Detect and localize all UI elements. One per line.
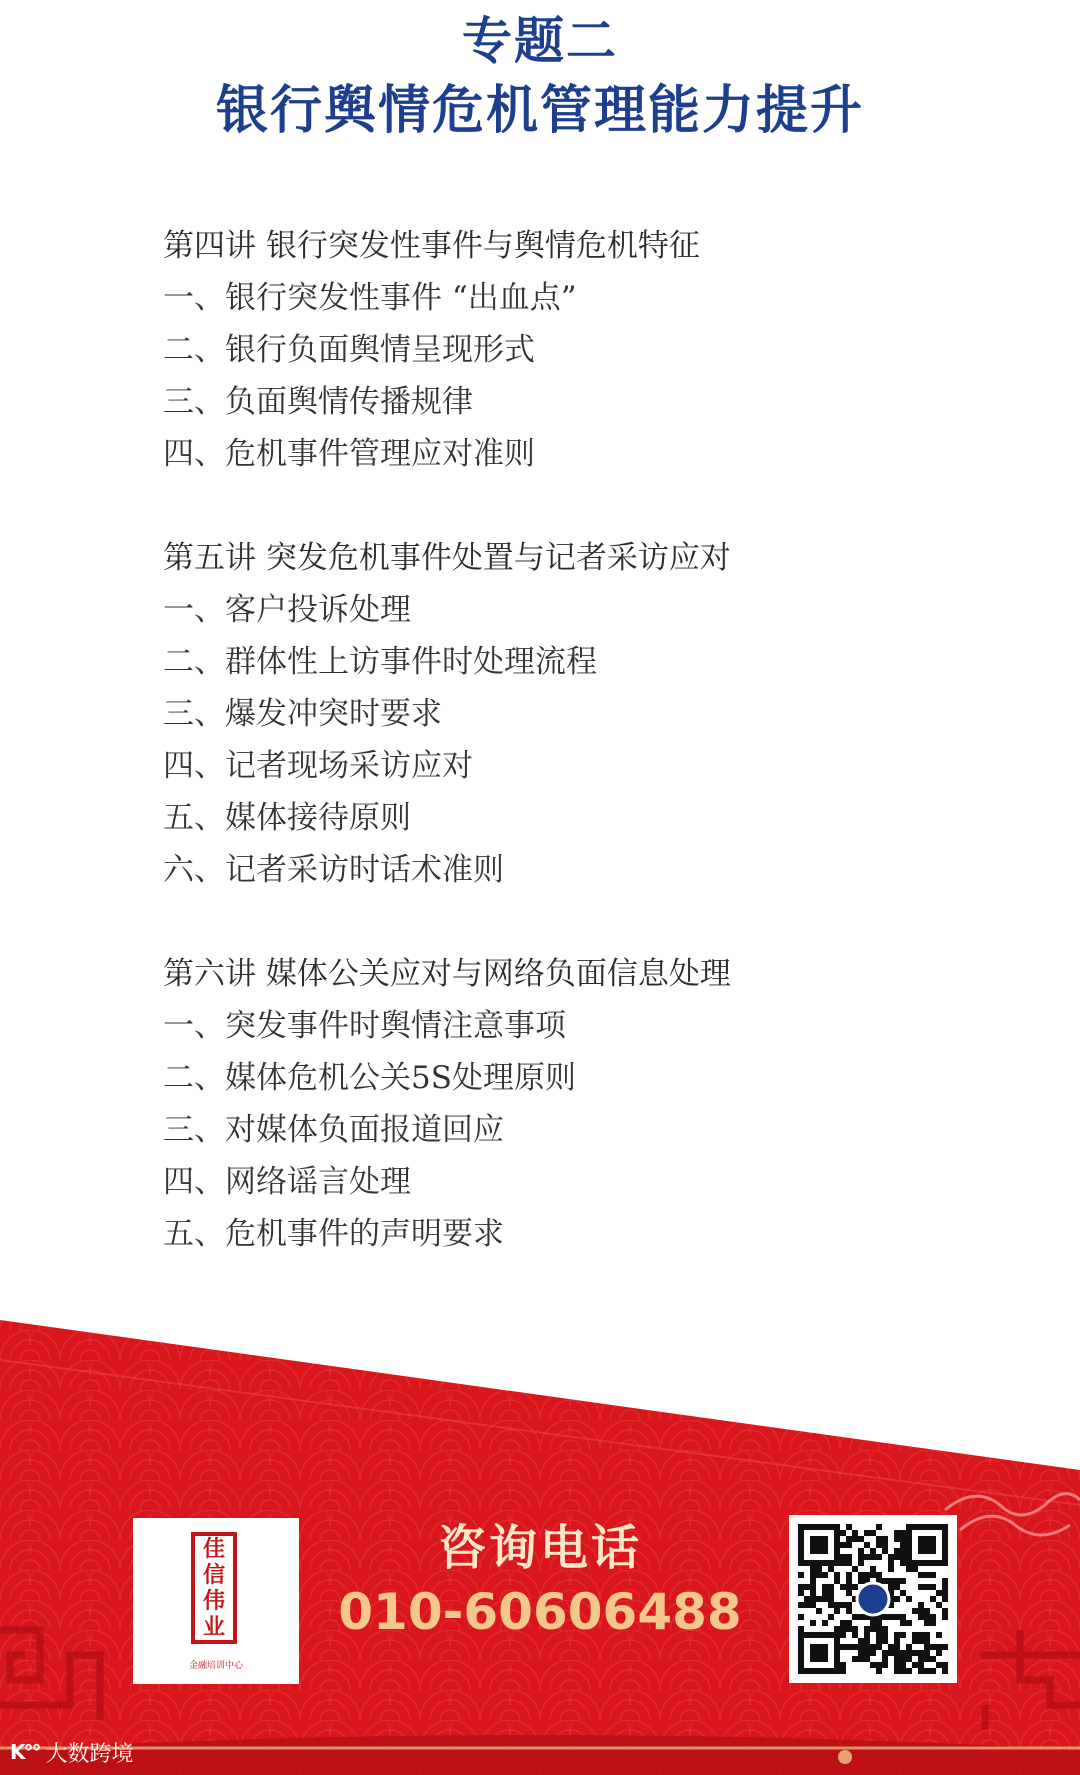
lecture-item: 四、网络谣言处理 [163,1164,411,1200]
course-title: 银行舆情危机管理能力提升 [215,80,864,141]
qr-code[interactable] [789,1515,957,1683]
logo-subtitle: 金融培训中心 [188,1661,243,1671]
lecture-list [163,220,983,1312]
lecture-item: 一、突发事件时舆情注意事项 [163,1008,566,1044]
watermark-text: 大数跨境 [45,1741,134,1767]
lecture-item: 三、负面舆情传播规律 [163,384,473,420]
logo-char: 信 [202,1562,225,1588]
k100-logo-icon: K°° [10,1740,40,1764]
lecture-item: 五、媒体接待原则 [163,800,411,836]
phone-number[interactable]: 010-60606488 [338,1583,742,1641]
lecture-heading: 第六讲 媒体公关应对与网络负面信息处理 [163,956,731,992]
lecture-item: 一、客户投诉处理 [163,592,411,628]
logo-char: 佳 [202,1536,225,1562]
lecture-item: 一、银行突发性事件 “出血点” [163,280,577,316]
lecture-item: 五、危机事件的声明要求 [163,1216,504,1252]
contact-info [330,1518,750,1644]
lecture-heading: 第五讲 突发危机事件处置与记者采访应对 [163,540,731,576]
logo-seal [191,1532,237,1644]
logo-char: 业 [202,1614,225,1640]
logo-char: 伟 [202,1588,225,1614]
lecture-section [163,948,983,1260]
company-logo [133,1518,299,1684]
qr-code-icon [789,1515,957,1683]
contact-label: 咨询电话 [437,1520,642,1576]
contact-footer [0,1300,1080,1775]
lecture-item: 二、银行负面舆情呈现形式 [163,332,535,368]
title-block [0,10,1080,144]
lecture-item: 四、记者现场采访应对 [163,748,473,784]
lecture-item: 二、媒体危机公关5S处理原则 [163,1060,576,1096]
lecture-item: 二、群体性上访事件时处理流程 [163,644,597,680]
watermark [10,1737,134,1767]
lecture-section [163,220,983,480]
lecture-heading: 第四讲 银行突发性事件与舆情危机特征 [163,228,700,264]
lecture-item: 三、爆发冲突时要求 [163,696,442,732]
lecture-item: 三、对媒体负面报道回应 [163,1112,504,1148]
lecture-item: 四、危机事件管理应对准则 [163,436,535,472]
topic-title: 专题二 [462,12,618,70]
lecture-section [163,532,983,896]
lecture-item: 六、记者采访时话术准则 [163,852,504,888]
